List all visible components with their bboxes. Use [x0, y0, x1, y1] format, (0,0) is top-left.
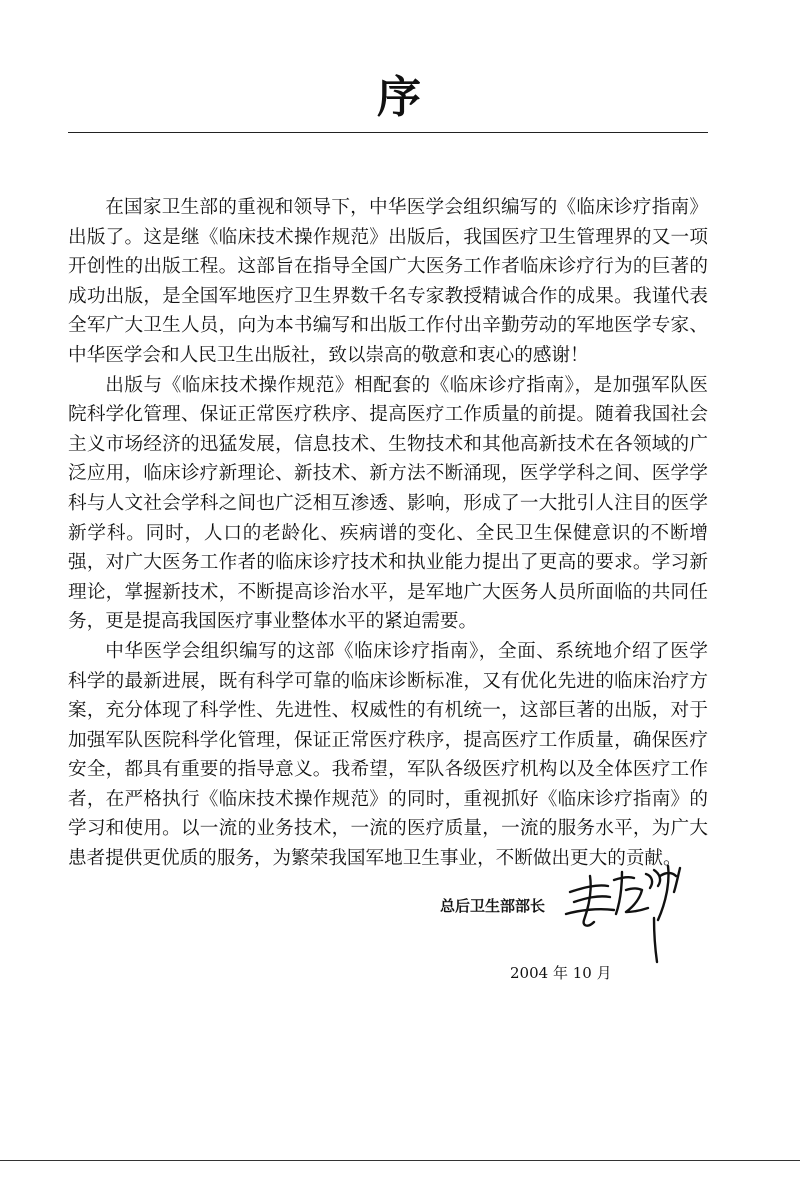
- signer-title: 总后卫生部部长: [440, 897, 546, 915]
- page-title: 序: [377, 72, 423, 123]
- paragraph-3: 中华医学会组织编写的这部《临床诊疗指南》，全面、系统地介绍了医学科学的最新进展，既有科学可靠的临床诊断标准，又有优化先进的临床治疗方案，充分体现了科学性、先进性、权威性的有机统一，这部巨著的出版，对于加强军队医院科学化管理，保证正常医疗秩序，提高医疗工作质量，确保医疗安全，都具有重要的指导意义。我希望，军队各级医疗机构以及全体医疗工作者，在严格执行《临床技术操作规范》的同时，重视抓好《临床诊疗指南》的学习和使用。以一流的业务技术，一流的医疗质量，一流的服务水平，为广大患者提供更优质的服务，为繁荣我国军地卫生事业，不断做出更大的贡献。: [68, 640, 708, 870]
- handwritten-signature: [562, 862, 692, 967]
- paragraph-2: 出版与《临床技术操作规范》相配套的《临床诊疗指南》，是加强军队医院科学化管理、保证正常医疗秩序、提高医疗工作质量的前提。随着我国社会主义市场经济的迅猛发展，信息技术、生物技术和其他高新技术在各领域的广泛应用，临床诊疗新理论、新技术、新方法不断涌现，医学学科之间、医学学科与人文社会学科之间也广泛相互渗透、影响，形成了一大批引人注目的医学新学科。同时，人口的老龄化、疾病谱的变化、全民卫生保健意识的不断增强，对广大医务工作者的临床诊疗技术和执业能力提出了更高的要求。学习新理论，掌握新技术，不断提高诊治水平，是军地广大医务人员所面临的共同任务，更是提高我国医疗事业整体水平的紧迫需要。: [68, 374, 708, 633]
- signature-block: [440, 862, 700, 972]
- preface-date: 2004 年 10 月: [510, 964, 612, 982]
- preface-body: [68, 193, 708, 874]
- paragraph-1: 在国家卫生部的重视和领导下，中华医学会组织编写的《临床诊疗指南》出版了。这是继《临床技术操作规范》出版后，我国医疗卫生管理界的又一项开创性的出版工程。这部旨在指导全国广大医务工作者临床诊疗行为的巨著的成功出版，是全国军地医疗卫生界数千名专家教授精诚合作的成果。我谨代表全军广大卫生人员，向为本书编写和出版工作付出辛勤劳动的军地医学专家、中华医学会和人民卫生出版社，致以崇高的敬意和衷心的感谢！: [68, 197, 708, 366]
- title-divider: [68, 132, 708, 133]
- bottom-divider: [0, 1160, 800, 1161]
